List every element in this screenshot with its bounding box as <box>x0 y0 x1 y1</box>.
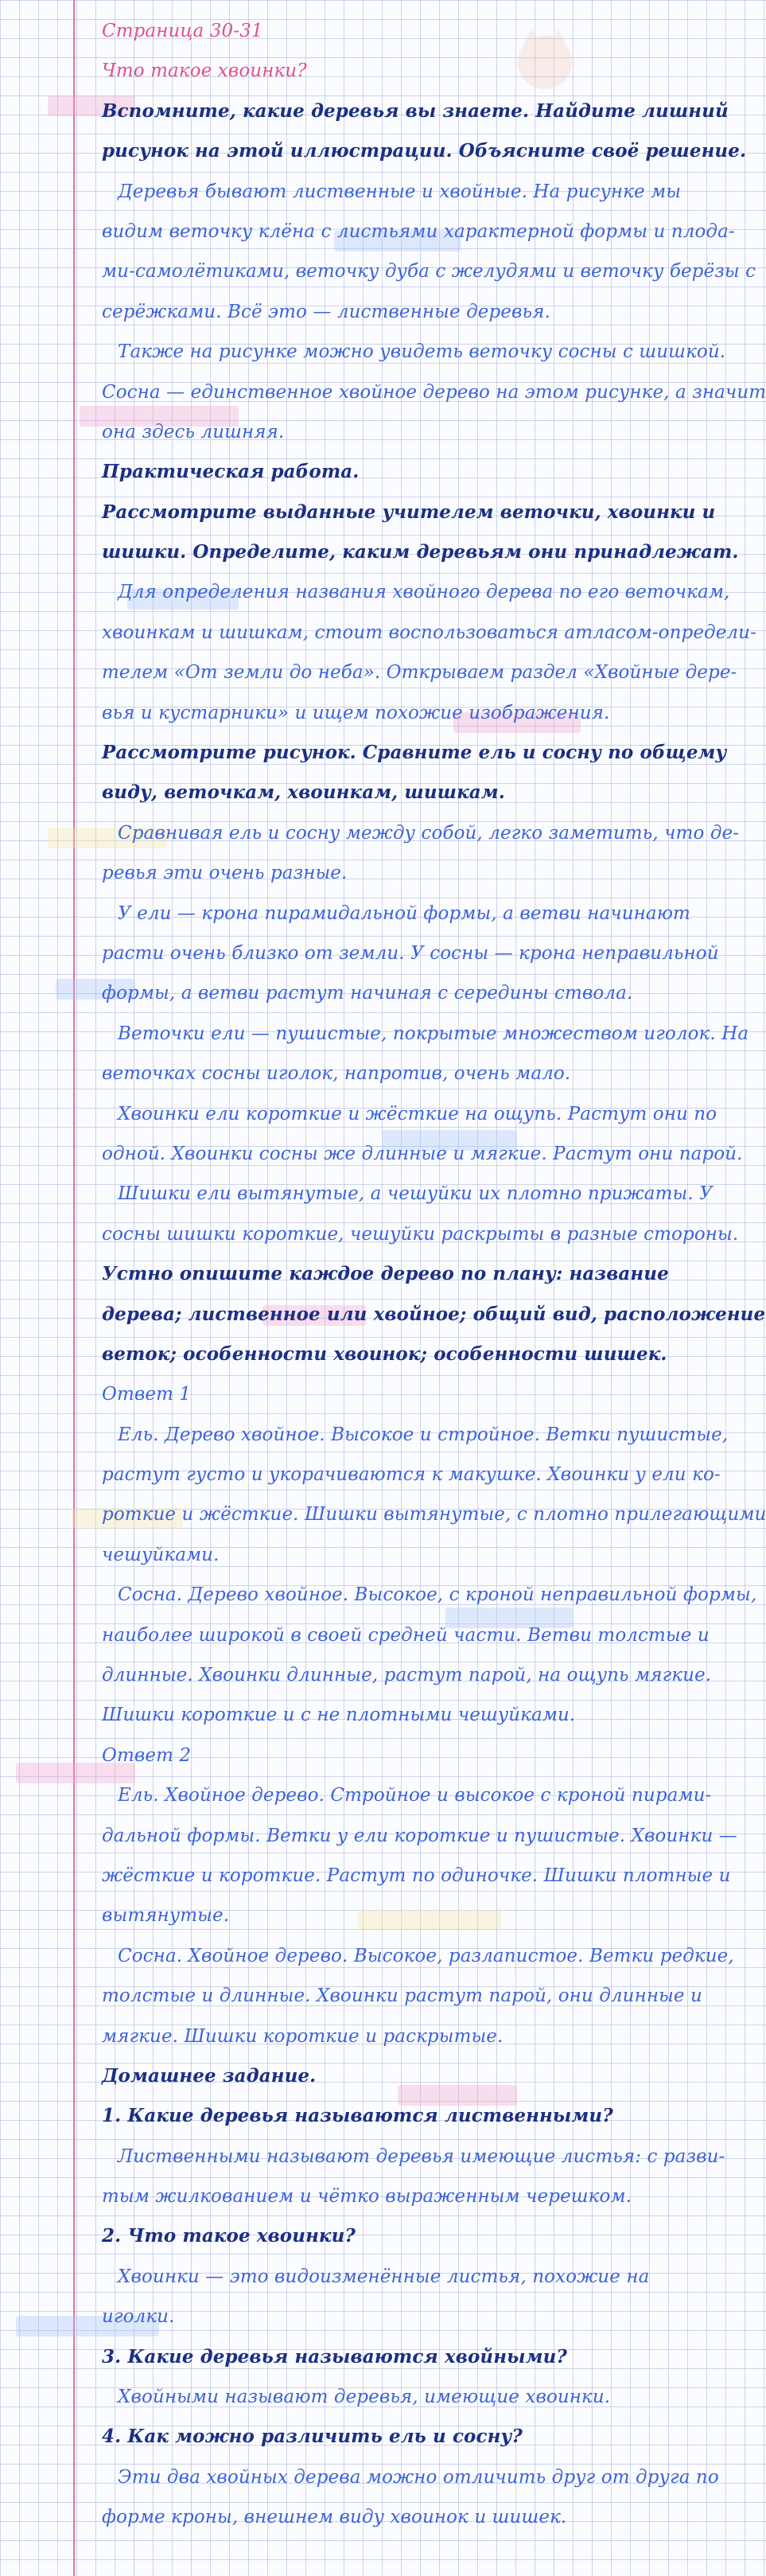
answer-text-line: длинные. Хвоинки длинные, растут парой, на ощупь мягкие. <box>102 1665 712 1686</box>
answer-text-line: видим веточку клёна с листьями характерной формы и плода- <box>102 220 735 242</box>
answer-text-line: жёсткие и короткие. Растут по одиночке. Шишки плотные и <box>102 1865 731 1886</box>
answer-text-line: Хвоинки ели короткие и жёсткие на ощупь. Растут они по <box>118 1103 717 1124</box>
answer-text-line: веточках сосны иголок, напротив, очень мало. <box>102 1063 571 1085</box>
answer-text-line: Сравнивая ель и сосну между собой, легко заметить, что де- <box>118 822 740 844</box>
answer-text-line: формы, а ветви растут начиная с середины ствола. <box>102 983 633 1004</box>
task-text-line: дерева; лиственное или хвойное; общий вид, расположение <box>102 1303 766 1325</box>
heading-line: Страница 30-31 <box>102 21 263 41</box>
answer-text-line: серёжками. Всё это — лиственные деревья. <box>102 301 550 322</box>
answer-text-line: расти очень близко от земли. У сосны — крона неправильной <box>102 942 719 964</box>
task-text-line: 1. Какие деревья называются лиственными? <box>102 2105 613 2127</box>
answer-text-line: Также на рисунке можно увидеть веточку сосны с шишкой. <box>118 341 726 363</box>
task-text-line: 4. Как можно различить ель и сосну? <box>102 2426 523 2448</box>
answer-text-line: наиболее широкой в своей средней части. Ветви толстые и <box>102 1624 710 1646</box>
answer-text-line: У ели — крона пирамидальной формы, а ветви начинают <box>118 902 690 924</box>
answer-text-line: роткие и жёсткие. Шишки вытянутые, с плотно прилегающими <box>102 1504 766 1526</box>
answer-text-line: Ель. Дерево хвойное. Высокое и стройное. Ветки пушистые, <box>118 1424 729 1445</box>
answer-text-line: мягкие. Шишки короткие и раскрытые. <box>102 2025 504 2047</box>
answer-text-line: телем «От земли до неба». Открываем раздел «Хвойные дере- <box>102 662 737 684</box>
answer-text-line: она здесь лишняя. <box>102 421 285 442</box>
answer-text-line: Лиственными называют деревья имеющие листья: с разви- <box>118 2145 725 2167</box>
answer-text-line: Хвойными называют деревья, имеющие хвоинки. <box>118 2387 611 2408</box>
answer-text-line: дальной формы. Ветки у ели короткие и пушистые. Хвоинки — <box>102 1825 737 1846</box>
answer-text-line: Шишки ели вытянутые, а чешуйки их плотно прижаты. У <box>118 1183 713 1205</box>
answer-text-line: Сосна. Хвойное дерево. Высокое, разлапистое. Ветки редкие, <box>118 1945 734 1966</box>
answer-text-line: Эти два хвойных дерева можно отличить друг от друга по <box>118 2466 719 2488</box>
answer-text-line: тым жилкованием и чётко выраженным черешком. <box>102 2186 632 2208</box>
task-text-line: Вспомните, какие деревья вы знаете. Найдите лишний <box>102 99 729 122</box>
notebook-page <box>102 11 766 2538</box>
answer-text-line: Шишки короткие и с не плотными чешуйками. <box>102 1705 576 1726</box>
answer-text-line: ревья эти очень разные. <box>102 863 348 884</box>
answer-text-line: Для определения названия хвойного дерева по его веточкам, <box>118 582 730 603</box>
task-text-line: Рассмотрите рисунок. Сравните ель и сосну по общему <box>102 742 727 764</box>
answer-text-line: Ответ 2 <box>102 1744 192 1766</box>
task-text-line: виду, веточкам, хвоинкам, шишкам. <box>102 781 505 804</box>
notebook-margin-line <box>73 0 75 2576</box>
answer-text-line: вытянутые. <box>102 1905 230 1927</box>
answer-text-line: вья и кустарники» и ищем похожие изображения. <box>102 702 610 723</box>
task-text-line: 2. Что такое хвоинки? <box>102 2225 356 2247</box>
answer-text-line: форме кроны, внешнем виду хвоинок и шишек. <box>102 2507 567 2528</box>
answer-text-line: Ель. Хвойное дерево. Стройное и высокое с кроной пирами- <box>118 1785 712 1806</box>
answer-text-line: Ответ 1 <box>102 1384 192 1405</box>
answer-text-line: толстые и длинные. Хвоинки растут парой, они длинные и <box>102 1986 702 2007</box>
task-text-line: Рассмотрите выданные учителем веточки, хвоинки и <box>102 501 716 523</box>
answer-text-line: Деревья бывают лиственные и хвойные. На рисунке мы <box>118 181 682 202</box>
task-text-line: Домашнее задание. <box>102 2064 317 2087</box>
answer-text-line: чешуйками. <box>102 1544 220 1565</box>
answer-text-line: хвоинкам и шишкам, стоит воспользоваться атласом-определи- <box>102 622 756 643</box>
answer-text-line: растут густо и укорачиваются к макушке. Хвоинки у ели ко- <box>102 1464 721 1486</box>
task-text-line: рисунок на этой иллюстрации. Объясните своё решение. <box>102 140 747 162</box>
answer-text-line: иголки. <box>102 2306 175 2328</box>
answer-text-line: Веточки ели — пушистые, покрытые множеством иголок. На <box>118 1023 749 1044</box>
answer-text-line: Сосна — единственное хвойное дерево на этом рисунке, а значит <box>102 381 766 403</box>
heading-line: Что такое хвоинки? <box>102 60 307 82</box>
task-text-line: шишки. Определите, каким деревьям они принадлежат. <box>102 541 739 563</box>
task-text-line: Устно опишите каждое дерево по плану: название <box>102 1263 669 1285</box>
task-text-line: 3. Какие деревья называются хвойными? <box>102 2345 567 2368</box>
answer-text-line: ми-самолётиками, веточку дуба с желудями и веточку берёзы с <box>102 261 756 283</box>
answer-text-line: одной. Хвоинки сосны же длинные и мягкие. Растут они парой. <box>102 1143 743 1164</box>
answer-text-line: Сосна. Дерево хвойное. Высокое, с кроной неправильной формы, <box>118 1584 757 1606</box>
answer-text-line: Хвоинки — это видоизменённые листья, похожие на <box>118 2266 650 2287</box>
task-text-line: веток; особенности хвоинок; особенности шишек. <box>102 1343 667 1365</box>
answer-text-line: сосны шишки короткие, чешуйки раскрыты в разные стороны. <box>102 1223 739 1245</box>
task-text-line: Практическая работа. <box>102 461 360 483</box>
